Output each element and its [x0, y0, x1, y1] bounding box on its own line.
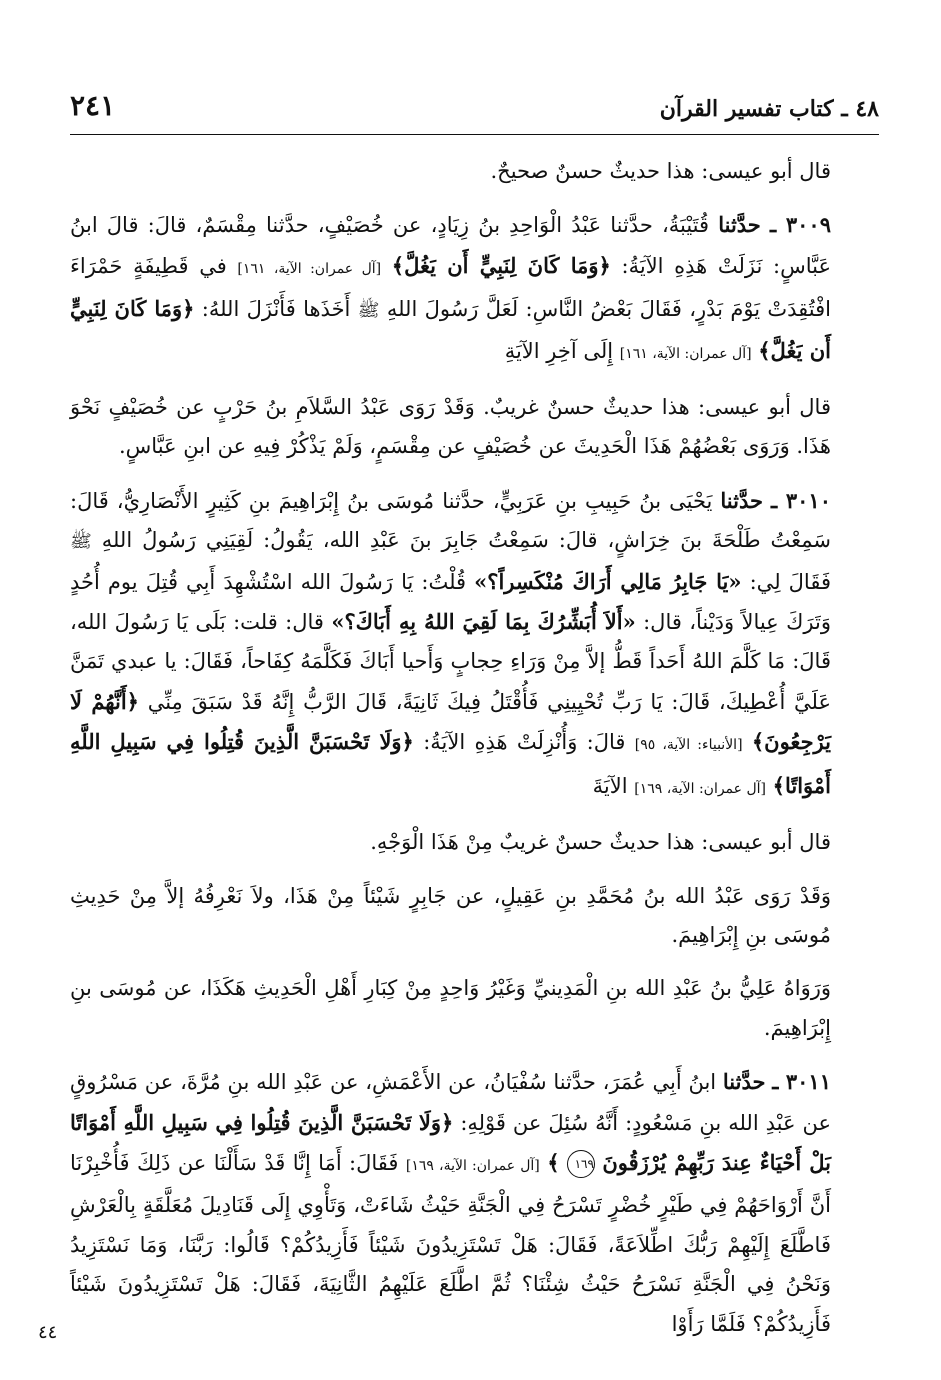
haddathana-label: حدَّثنا	[718, 212, 761, 238]
hadith-number: ٣٠١٠ ـ	[771, 487, 831, 513]
hadith-text: يَحْيَى بنُ حَبِيبِ بنِ عَرَبِيٍّ، حدَّثنا مُوسَى بنُ إِبْرَاهِيمَ بنِ كَثِيرٍ الأَنْصَارِيُّ، قَالَ: سَمِعْتُ طَلْحَةَ بنَ خِرَاشٍ، قالَ: سَمِعْتُ جَابِرَ بنَ عَبْدِ الله، يَقُولُ: لَقِيَنِي رَسُولُ اللهِ	[70, 488, 831, 553]
hadith-3010	[70, 481, 879, 809]
verse-reference: [آل عمران: الآية، ١٦٩]	[634, 780, 766, 797]
prophetic-quote: «يَا جَابِرُ مَالِي أَرَاكَ مُنْكَسِراً؟»	[474, 568, 742, 594]
verse-reference: [الأنبياء: الآية، ٩٥]	[634, 737, 743, 754]
prophetic-quote: «أَلاَ أُبَشِّرُكَ بِمَا لَقِيَ اللهُ بِهِ أَبَاكَ؟»	[331, 609, 636, 635]
hadith-text: إِلَى آخِرِ الآيَةِ	[504, 338, 614, 363]
verse-reference: [آل عمران: الآية، ١٦٩]	[405, 1157, 540, 1174]
verse-reference: [آل عمران: الآية، ١٦١]	[237, 260, 382, 277]
salutation-glyph: ﷺ	[70, 531, 92, 553]
quran-verse: ﴿وَمَا كَانَ لِنَبِيٍّ أَن يَغُلَّ﴾	[70, 296, 831, 363]
ayah-number-marker: ١٦٩	[567, 1150, 595, 1178]
commentary-paragraph: قال أبو عيسى: هذا حديثٌ حسنٌ غريبٌ مِنْ هَذَا الْوَجْهِ.	[370, 830, 831, 855]
hadith-text: فَقَالَ لِي:	[749, 569, 831, 594]
verse-reference: [آل عمران: الآية، ١٦١]	[619, 345, 752, 362]
hadith-text: ابنُ أَبِي عُمَرَ، حدَّثنا سُفْيَانُ، عن الأَعْمَشِ، عن عَبْدِ الله بنِ مُرَّةَ، عن مَسْرُوقٍ عن عَبْدِ الله بنِ مَسْعُودٍ: أَنَّهُ سُئِلَ عن قَوْلِهِ:	[70, 1070, 831, 1135]
quran-verse: ﴿وَلَا تَحْسَبَنَّ الَّذِينَ قُتِلُوا فِي سَبِيلِ اللَّهِ أَمْوَاتًا بَلْ أَحْيَاءٌ عِندَ رَبِّهِمْ يُرْزَقُونَ	[70, 1109, 832, 1175]
haddathana-label: حدَّثنا	[722, 1069, 766, 1095]
hadith-text: فَقَالَ: أَمَا إِنَّا قَدْ سَأَلْنَا عن ذَلِكَ فَأُخْبِرْنَا أَنَّ أَرْوَاحَهُمْ فِي طَيْرٍ خُضْرٍ تَسْرَحُ فِي الْجَنَّةِ حَيْثُ شَاءَتْ، وَتَأْوِي إِلَى قَنَادِيلَ مُعَلَّقَةٍ بِالْعَرْشِ فَاطَّلَعَ إِلَيْهِمْ رَبُّكَ اطِّلاَعَةً، فَقَالَ: هَلْ تَسْتَزِيدُونَ شَيْئاً فَأَزِيدُكُمْ؟ قَالُوا: رَبَّنَا، وَمَا نَسْتَزِيدُ وَنَحْنُ فِي الْجَنَّةِ نَسْرَحُ حَيْثُ شِئْنَا؟ ثُمَّ اطَّلَعَ عَلَيْهِمُ الثَّانِيَةَ، فَقَالَ: هَلْ تَسْتَزِيدُونَ شَيْئاً فَأَزِيدُكُمْ؟ فَلَمَّا رَأَوْا	[70, 1150, 831, 1336]
hadith-text: في قَطِيفَةٍ حَمْرَاءَ افْتُقِدَتْ يَوْمَ بَدْرٍ، فَقَالَ بَعْضُ النَّاسِ: لَعَلَّ رَسُولَ اللهِ	[70, 253, 831, 322]
signature-mark: ٤٤	[38, 1322, 58, 1343]
running-title: ٤٨ ـ كتاب تفسير القرآن	[659, 96, 879, 122]
hadith-text: قُلْتُ: يَا رَسُولَ الله اسْتُشْهِدَ أَبِي قُتِلَ يوم أُحُدٍ وَتَرَكَ عِيالاً وَدَيْناً، قال:	[70, 569, 831, 635]
hadith-text: الآيَةَ	[592, 773, 628, 798]
header-rule	[70, 134, 879, 135]
page-header	[70, 72, 879, 120]
haddathana-label: حدَّثنا	[720, 487, 763, 513]
commentary-paragraph: قال أبو عيسى: هذا حديثٌ حسنٌ صحيحٌ.	[490, 159, 831, 183]
hadith-3009	[70, 205, 879, 374]
hadith-number: ٣٠١١ ـ	[772, 1069, 831, 1095]
commentary-paragraph: قال أبو عيسى: هذا حديثٌ حسنٌ غريبٌ. وَقَدْ رَوَى عَبْدُ السَّلاَمِ بنُ حَرْبٍ عن خُصَيْفٍ نَحْوَ هَذَا. وَرَوَى بَعْضُهُمْ هَذَا الْحَدِيثَ عن خُصَيْفٍ عن مِقْسَمٍ، وَلَمْ يَذْكُرْ فِيهِ عن ابنِ عَبَّاسٍ.	[70, 395, 831, 459]
salutation-glyph: ﷺ	[357, 300, 380, 322]
hadith-number: ٣٠٠٩ ـ	[769, 212, 831, 238]
quran-verse: ﴿وَلَا تَحْسَبَنَّ الَّذِينَ قُتِلُوا فِي سَبِيلِ اللَّهِ أَمْوَاتًا﴾	[70, 729, 831, 798]
commentary-paragraph: وَقَدْ رَوَى عَبْدُ الله بنُ مُحَمَّدِ بنِ عَقِيلٍ، عن جَابِرٍ شَيْئاً مِنْ هَذَا، ولاَ نَعْرِفُهُ إلاَّ مِنْ حَدِيثِ مُوسَى بنِ إِبْرَاهِيمَ.	[70, 883, 832, 947]
hadith-text: قالَ: وَأُنْزِلَتْ هَذِهِ الآيَةُ:	[423, 730, 626, 755]
hadith-text: قال: قلت: بَلَى يَا رَسُولَ الله، قَالَ: مَا كَلَّمَ اللهُ أَحَداً قَطُّ إلاَّ مِنْ وَرَاءِ حِجابٍ وَأَحيا أَبَاكَ فَكَلَّمَهُ كِفَاحاً، فَقَالَ: يا عبدي تَمَنَّ عَلَيَّ أُعْطِيكَ، قَالَ: يَا رَبِّ تُحْيِينِي فَأُقْتَلُ فِيكَ ثَانِيَةً، قَالَ الرَّبُّ إِنَّهُ قَدْ سَبَقَ مِنِّي	[70, 610, 831, 714]
hadith-text: قُتَيْبَةُ، حدَّثنا عَبْدُ الْوَاحِدِ بنُ زِيَادٍ، عن خُصَيْفٍ، حدَّثنا مِقْسَمٌ، قالَ: قالَ ابنُ عَبَّاسٍ: نَزَلَتْ هَذِهِ الآيَةُ:	[70, 213, 831, 278]
hadith-text: أَخَذَها فَأَنْزَلَ اللهُ:	[201, 297, 351, 322]
page-body	[70, 152, 879, 1358]
quran-verse: ﴿أَنَّهُمْ لَا يَرْجِعُونَ﴾	[70, 688, 831, 755]
hadith-3011	[70, 1062, 879, 1344]
page-number: ٢٤١	[70, 89, 116, 122]
quran-verse: ﴿وَمَا كَانَ لِنَبِيٍّ أَن يَغُلَّ﴾	[391, 252, 611, 278]
quran-verse-end: ﴾	[547, 1149, 560, 1175]
commentary-paragraph: وَرَوَاهُ عَلِيُّ بنُ عَبْدِ الله بنِ الْمَدِينيِّ وَغَيْرُ وَاحِدٍ مِنْ كِبَارِ أَهْلِ الْحَدِيثِ هَكَذَا، عن مُوسَى بنِ إِبْرَاهِيمَ.	[70, 976, 831, 1040]
